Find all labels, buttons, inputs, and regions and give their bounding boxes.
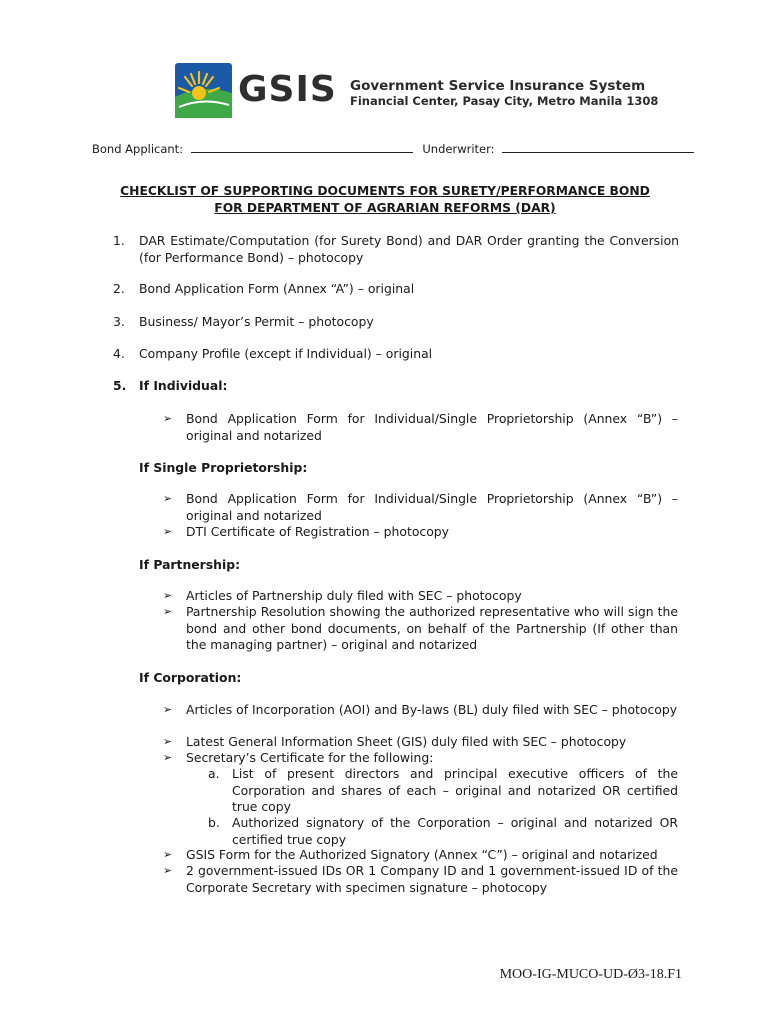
title-line-1: CHECKLIST OF SUPPORTING DOCUMENTS FOR SURETY/PERFORMANCE BOND bbox=[120, 184, 650, 198]
item-number: 5. bbox=[113, 378, 127, 393]
sub-item-letter: a. bbox=[208, 766, 220, 781]
arrow-bullet-icon: ➢ bbox=[163, 492, 173, 505]
applicant-line bbox=[92, 140, 692, 157]
section-heading: If Partnership: bbox=[139, 557, 241, 572]
bullet-text: 2 government-issued IDs OR 1 Company ID and 1 government-issued ID of the Corporate Secretary with specimen signature – photocopy bbox=[186, 863, 678, 895]
bullet-item bbox=[163, 863, 678, 896]
item-heading: If Individual: bbox=[139, 378, 228, 393]
bond-applicant-field[interactable] bbox=[191, 140, 413, 153]
arrow-bullet-icon: ➢ bbox=[163, 412, 173, 425]
section-heading: If Corporation: bbox=[139, 670, 242, 685]
item-text: Bond Application Form (Annex “A”) – original bbox=[139, 281, 415, 296]
sub-item-text: List of present directors and principal executive officers of the Corporation and shares of each – original and notarized OR certified true copy bbox=[232, 766, 678, 814]
item-number: 3. bbox=[113, 314, 125, 329]
list-item bbox=[113, 346, 679, 363]
bullet-item bbox=[163, 604, 678, 654]
bullet-text: Articles of Incorporation (AOI) and By-laws (BL) duly filed with SEC – photocopy bbox=[186, 702, 678, 717]
item-text: Business/ Mayor’s Permit – photocopy bbox=[139, 314, 374, 329]
item-number: 2. bbox=[113, 281, 125, 296]
arrow-bullet-icon: ➢ bbox=[163, 703, 173, 716]
bullet-item bbox=[163, 702, 678, 719]
bullet-item bbox=[163, 734, 678, 751]
bullet-item bbox=[163, 411, 678, 444]
bullet-item bbox=[163, 524, 678, 541]
list-item bbox=[113, 281, 679, 298]
form-code: MOO-IG-MUCO-UD-Ø3-18.F1 bbox=[499, 967, 682, 982]
underwriter-label: Underwriter: bbox=[422, 142, 495, 156]
arrow-bullet-icon: ➢ bbox=[163, 751, 173, 764]
org-name: Government Service Insurance System bbox=[350, 78, 646, 94]
bullet-text: Bond Application Form for Individual/Single Proprietorship (Annex “B”) – original and notarized bbox=[186, 491, 678, 523]
title-line-2: FOR DEPARTMENT OF AGRARIAN REFORMS (DAR) bbox=[214, 201, 556, 215]
sub-list-item bbox=[208, 815, 678, 848]
gsis-sun-logo-icon bbox=[175, 63, 232, 118]
list-item bbox=[113, 378, 679, 395]
bullet-text: Partnership Resolution showing the authorized representative who will sign the bond and other bond documents, on behalf of the Partnership (If other than the managing partner) – original and notarized bbox=[186, 604, 678, 652]
list-item bbox=[113, 233, 679, 266]
bullet-text: DTI Certificate of Registration – photocopy bbox=[186, 524, 450, 539]
arrow-bullet-icon: ➢ bbox=[163, 589, 173, 602]
sub-list-item bbox=[208, 766, 678, 816]
document-title bbox=[92, 183, 678, 217]
item-number: 4. bbox=[113, 346, 125, 361]
org-address: Financial Center, Pasay City, Metro Manila 1308 bbox=[350, 94, 659, 108]
arrow-bullet-icon: ➢ bbox=[163, 735, 173, 748]
item-text: Company Profile (except if Individual) – original bbox=[139, 346, 433, 361]
list-item bbox=[113, 314, 679, 331]
arrow-bullet-icon: ➢ bbox=[163, 848, 173, 861]
gsis-wordmark: GSIS bbox=[238, 69, 337, 110]
bullet-item bbox=[163, 847, 678, 864]
bullet-text: Articles of Partnership duly filed with SEC – photocopy bbox=[186, 588, 522, 603]
bullet-text: Latest General Information Sheet (GIS) duly filed with SEC – photocopy bbox=[186, 734, 627, 749]
arrow-bullet-icon: ➢ bbox=[163, 864, 173, 877]
section-heading: If Single Proprietorship: bbox=[139, 460, 308, 475]
bullet-item bbox=[163, 588, 678, 605]
underwriter-field[interactable] bbox=[502, 140, 694, 153]
item-number: 1. bbox=[113, 233, 125, 248]
bullet-text: Bond Application Form for Individual/Single Proprietorship (Annex “B”) – original and notarized bbox=[186, 411, 678, 443]
arrow-bullet-icon: ➢ bbox=[163, 605, 173, 618]
item-text: DAR Estimate/Computation (for Surety Bond) and DAR Order granting the Conversion (for Performance Bond) – photocopy bbox=[139, 233, 679, 265]
bullet-text: Secretary’s Certificate for the following: bbox=[186, 750, 434, 765]
sub-item-letter: b. bbox=[208, 815, 220, 830]
bond-applicant-label: Bond Applicant: bbox=[92, 142, 184, 156]
bullet-item bbox=[163, 750, 678, 767]
bullet-text: GSIS Form for the Authorized Signatory (Annex “C”) – original and notarized bbox=[186, 847, 658, 862]
sub-item-text: Authorized signatory of the Corporation – original and notarized OR certified true copy bbox=[232, 815, 678, 847]
arrow-bullet-icon: ➢ bbox=[163, 525, 173, 538]
bullet-item bbox=[163, 491, 678, 524]
